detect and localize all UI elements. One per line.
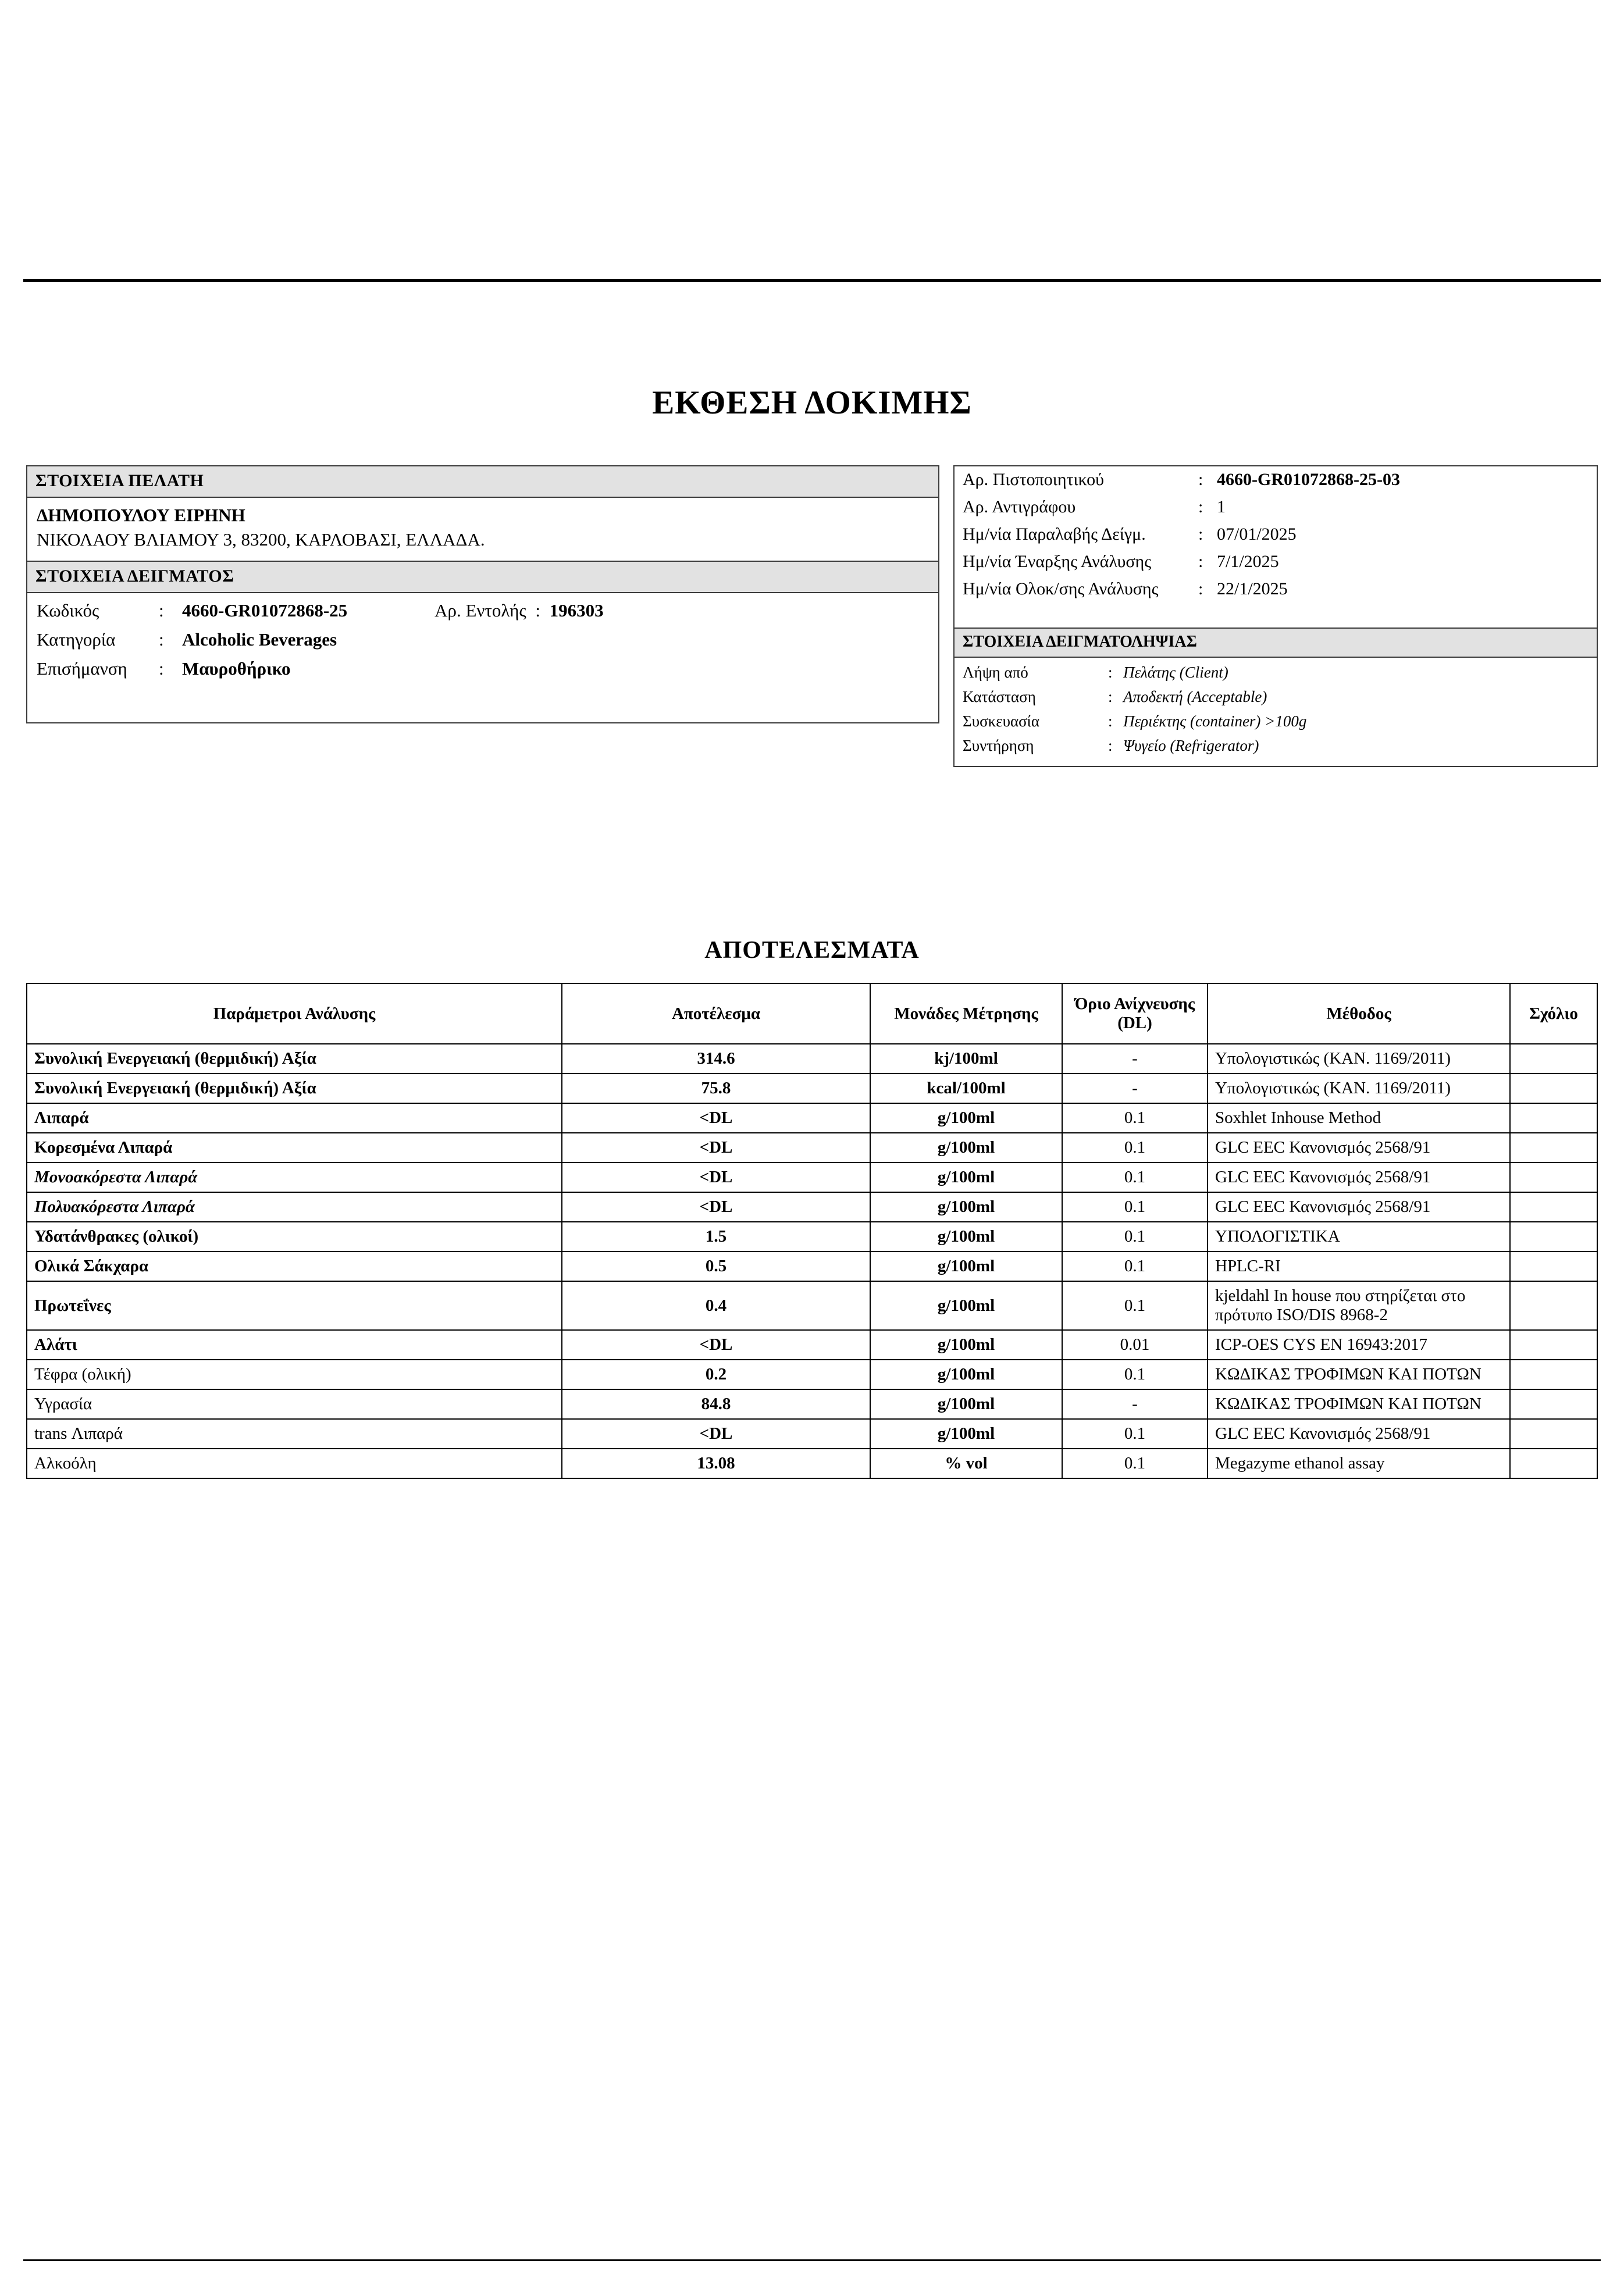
cell-detection-limit: -	[1062, 1044, 1208, 1074]
cell-parameter: Υδατάνθρακες (ολικοί)	[27, 1222, 562, 1252]
cell-result: <DL	[562, 1192, 870, 1222]
cell-result: 13.08	[562, 1449, 870, 1478]
certificate-label: Ημ/νία Έναρξης Ανάλυσης	[963, 552, 1152, 571]
certificate-row	[963, 579, 1597, 599]
cell-comment	[1510, 1074, 1597, 1103]
sampling-box-header: ΣΤΟΙΧΕΙΑ ΔΕΙΓΜΑΤΟΛΗΨΙΑΣ	[955, 628, 1597, 658]
certificate-colon: :	[1198, 470, 1203, 489]
cell-comment	[1510, 1360, 1597, 1389]
cell-units: g/100ml	[870, 1252, 1062, 1281]
results-table	[26, 983, 1598, 1479]
sampling-value: Αποδεκτή (Acceptable)	[1123, 688, 1267, 705]
cell-result: 75.8	[562, 1074, 870, 1103]
sampling-value: Περιέκτης (container) >100g	[1123, 712, 1307, 730]
cell-comment	[1510, 1133, 1597, 1163]
cell-result: 0.2	[562, 1360, 870, 1389]
table-row	[27, 1360, 1597, 1389]
sample-marking-label: Επισήμανση	[37, 658, 127, 679]
cell-units: g/100ml	[870, 1103, 1062, 1133]
cell-parameter: Αλάτι	[27, 1330, 562, 1360]
sample-box-header: ΣΤΟΙΧΕΙΑ ΔΕΙΓΜΑΤΟΣ	[27, 562, 938, 593]
col-header-detection-limit: Όριο Ανίχνευσης (DL)	[1062, 983, 1208, 1044]
cell-units: g/100ml	[870, 1192, 1062, 1222]
sample-box-body	[27, 593, 938, 722]
sample-code-value: 4660-GR01072868-25	[182, 600, 348, 621]
certificate-box	[953, 465, 1598, 767]
col-header-parameter: Παράμετροι Ανάλυσης	[27, 983, 562, 1044]
table-header-row	[27, 983, 1597, 1044]
cell-comment	[1510, 1330, 1597, 1360]
cell-units: g/100ml	[870, 1133, 1062, 1163]
results-table-head	[27, 983, 1597, 1044]
table-row	[27, 1074, 1597, 1103]
page-title: ΕΚΘΕΣΗ ΔΟΚΙΜΗΣ	[652, 384, 972, 421]
table-row	[27, 1389, 1597, 1419]
cell-parameter: Πολυακόρεστα Λιπαρά	[27, 1192, 562, 1222]
cell-units: g/100ml	[870, 1222, 1062, 1252]
results-title: ΑΠΟΤΕΛΕΣΜΑΤΑ	[704, 937, 920, 964]
cell-result: 84.8	[562, 1389, 870, 1419]
table-row	[27, 1252, 1597, 1281]
left-info-column	[26, 465, 939, 767]
certificate-label: Αρ. Πιστοποιητικού	[963, 470, 1104, 489]
cell-parameter: Πρωτεΐνες	[27, 1281, 562, 1330]
client-address: ΝΙΚΟΛΑΟΥ ΒΛΙΑΜΟΥ 3, 83200, ΚΑΡΛΟΒΑΣΙ, ΕΛΛΑΔΑ.	[37, 529, 485, 550]
table-row	[27, 1044, 1597, 1074]
table-row	[27, 1163, 1597, 1192]
client-name: ΔΗΜΟΠΟΥΛΟΥ ΕΙΡΗΝΗ	[37, 505, 245, 525]
table-row	[27, 1419, 1597, 1449]
sampling-value: Πελάτης (Client)	[1123, 664, 1228, 681]
cell-units: g/100ml	[870, 1360, 1062, 1389]
cell-result: <DL	[562, 1163, 870, 1192]
right-info-column	[953, 465, 1598, 767]
cell-method: GLC EEC Κανονισμός 2568/91	[1208, 1419, 1510, 1449]
sample-category-label: Κατηγορία	[37, 629, 116, 650]
col-header-result: Αποτέλεσμα	[562, 983, 870, 1044]
sampling-label: Συσκευασία	[963, 712, 1040, 730]
cell-parameter: Συνολική Ενεργειακή (θερμιδική) Αξία	[27, 1074, 562, 1103]
sampling-value: Ψυγείο (Refrigerator)	[1123, 737, 1259, 754]
cell-detection-limit: 0.01	[1062, 1330, 1208, 1360]
sampling-colon: :	[1108, 688, 1113, 705]
results-table-body	[27, 1044, 1597, 1478]
cell-detection-limit: 0.1	[1062, 1419, 1208, 1449]
cell-parameter: Αλκοόλη	[27, 1449, 562, 1478]
cell-comment	[1510, 1163, 1597, 1192]
certificate-value: 07/01/2025	[1217, 525, 1297, 544]
certificate-value: 1	[1217, 497, 1226, 516]
info-section	[26, 465, 1598, 767]
client-box	[26, 465, 939, 562]
cell-detection-limit: 0.1	[1062, 1252, 1208, 1281]
sample-code-colon: :	[159, 600, 164, 621]
certificate-row	[963, 552, 1597, 572]
certificate-row	[963, 525, 1597, 544]
sampling-row	[963, 664, 1589, 682]
cell-method: ICP-OES CYS EN 16943:2017	[1208, 1330, 1510, 1360]
col-header-comment: Σχόλιο	[1510, 983, 1597, 1044]
cell-result: <DL	[562, 1419, 870, 1449]
sample-code-row	[37, 600, 929, 621]
cell-detection-limit: -	[1062, 1074, 1208, 1103]
certificate-label: Αρ. Αντιγράφου	[963, 497, 1076, 516]
cell-method: GLC EEC Κανονισμός 2568/91	[1208, 1163, 1510, 1192]
table-row	[27, 1222, 1597, 1252]
sampling-colon: :	[1108, 664, 1113, 681]
cell-units: g/100ml	[870, 1419, 1062, 1449]
certificate-row	[963, 470, 1597, 490]
certificate-value: 4660-GR01072868-25-03	[1217, 470, 1400, 489]
certificate-colon: :	[1198, 497, 1203, 516]
sampling-label: Συντήρηση	[963, 737, 1034, 754]
sample-marking-row	[37, 658, 929, 679]
cell-units: kcal/100ml	[870, 1074, 1062, 1103]
cell-detection-limit: 0.1	[1062, 1163, 1208, 1192]
order-value: 196303	[549, 600, 604, 621]
cell-method: kjeldahl In house που στηρίζεται στο πρότυπο ISO/DIS 8968-2	[1208, 1281, 1510, 1330]
sampling-colon: :	[1108, 712, 1113, 730]
cell-method: Υπολογιστικώς (ΚΑΝ. 1169/2011)	[1208, 1044, 1510, 1074]
header-divider	[23, 279, 1601, 282]
cell-result: 0.5	[562, 1252, 870, 1281]
sample-category-row	[37, 629, 929, 650]
cell-result: <DL	[562, 1133, 870, 1163]
table-row	[27, 1449, 1597, 1478]
cell-units: % vol	[870, 1449, 1062, 1478]
client-box-body	[27, 498, 938, 561]
cell-parameter: Συνολική Ενεργειακή (θερμιδική) Αξία	[27, 1044, 562, 1074]
certificate-colon: :	[1198, 579, 1203, 598]
cell-result: 314.6	[562, 1044, 870, 1074]
cell-units: kj/100ml	[870, 1044, 1062, 1074]
cell-units: g/100ml	[870, 1163, 1062, 1192]
sample-marking-value: Μαυροθήρικο	[182, 658, 291, 679]
cell-units: g/100ml	[870, 1389, 1062, 1419]
cell-method: Soxhlet Inhouse Method	[1208, 1103, 1510, 1133]
sampling-box	[955, 628, 1597, 766]
certificate-value: 7/1/2025	[1217, 552, 1279, 571]
sampling-box-body	[955, 658, 1597, 766]
cell-parameter: Υγρασία	[27, 1389, 562, 1419]
cell-comment	[1510, 1252, 1597, 1281]
cell-detection-limit: 0.1	[1062, 1222, 1208, 1252]
cell-parameter: Τέφρα (ολική)	[27, 1360, 562, 1389]
cell-detection-limit: 0.1	[1062, 1192, 1208, 1222]
certificate-value: 22/1/2025	[1217, 579, 1288, 598]
cell-units: g/100ml	[870, 1281, 1062, 1330]
certificate-row	[963, 497, 1597, 517]
sample-category-colon: :	[159, 629, 164, 650]
sampling-row	[963, 712, 1589, 730]
cell-method: HPLC-RI	[1208, 1252, 1510, 1281]
cell-comment	[1510, 1192, 1597, 1222]
cell-detection-limit: 0.1	[1062, 1281, 1208, 1330]
cell-detection-limit: 0.1	[1062, 1133, 1208, 1163]
certificate-colon: :	[1198, 525, 1203, 544]
cell-parameter: Λιπαρά	[27, 1103, 562, 1133]
cell-parameter: Ολικά Σάκχαρα	[27, 1252, 562, 1281]
cell-method: Megazyme ethanol assay	[1208, 1449, 1510, 1478]
col-header-units: Μονάδες Μέτρησης	[870, 983, 1062, 1044]
cell-detection-limit: 0.1	[1062, 1103, 1208, 1133]
table-row	[27, 1192, 1597, 1222]
cell-result: <DL	[562, 1330, 870, 1360]
cell-comment	[1510, 1419, 1597, 1449]
col-header-method: Μέθοδος	[1208, 983, 1510, 1044]
cell-units: g/100ml	[870, 1330, 1062, 1360]
client-box-header: ΣΤΟΙΧΕΙΑ ΠΕΛΑΤΗ	[27, 466, 938, 498]
table-row	[27, 1330, 1597, 1360]
cell-method: Υπολογιστικώς (ΚΑΝ. 1169/2011)	[1208, 1074, 1510, 1103]
sample-marking-colon: :	[159, 658, 164, 679]
cell-comment	[1510, 1103, 1597, 1133]
cell-parameter: Κορεσμένα Λιπαρά	[27, 1133, 562, 1163]
cell-detection-limit: 0.1	[1062, 1360, 1208, 1389]
table-row	[27, 1281, 1597, 1330]
sample-code-label: Κωδικός	[37, 600, 99, 621]
certificate-colon: :	[1198, 552, 1203, 571]
cell-result: <DL	[562, 1103, 870, 1133]
cell-method: GLC EEC Κανονισμός 2568/91	[1208, 1133, 1510, 1163]
cell-comment	[1510, 1389, 1597, 1419]
sampling-label: Κατάσταση	[963, 688, 1036, 705]
cell-comment	[1510, 1222, 1597, 1252]
cell-parameter: trans Λιπαρά	[27, 1419, 562, 1449]
cell-parameter: Μονοακόρεστα Λιπαρά	[27, 1163, 562, 1192]
sample-box	[26, 562, 939, 723]
cell-method: GLC EEC Κανονισμός 2568/91	[1208, 1192, 1510, 1222]
sampling-row	[963, 737, 1589, 755]
cell-comment	[1510, 1281, 1597, 1330]
table-row	[27, 1103, 1597, 1133]
cell-result: 1.5	[562, 1222, 870, 1252]
certificate-label: Ημ/νία Ολοκ/σης Ανάλυσης	[963, 579, 1159, 598]
cell-comment	[1510, 1449, 1597, 1478]
cell-result: 0.4	[562, 1281, 870, 1330]
order-colon: :	[535, 600, 540, 621]
cell-method: ΚΩΔΙΚΑΣ ΤΡΟΦΙΜΩΝ ΚΑΙ ΠΟΤΩΝ	[1208, 1360, 1510, 1389]
cell-comment	[1510, 1044, 1597, 1074]
certificate-list	[955, 466, 1597, 612]
footer-divider	[23, 2259, 1601, 2261]
cell-detection-limit: 0.1	[1062, 1449, 1208, 1478]
order-label: Αρ. Εντολής	[435, 600, 526, 621]
cell-detection-limit: -	[1062, 1389, 1208, 1419]
table-row	[27, 1133, 1597, 1163]
sampling-colon: :	[1108, 737, 1113, 754]
sample-category-value: Alcoholic Beverages	[182, 629, 337, 650]
cell-method: ΚΩΔΙΚΑΣ ΤΡΟΦΙΜΩΝ ΚΑΙ ΠΟΤΩΝ	[1208, 1389, 1510, 1419]
sampling-label: Λήψη από	[963, 664, 1028, 681]
cell-method: ΥΠΟΛΟΓΙΣΤΙΚΑ	[1208, 1222, 1510, 1252]
sampling-row	[963, 688, 1589, 706]
certificate-label: Ημ/νία Παραλαβής Δείγμ.	[963, 525, 1146, 544]
